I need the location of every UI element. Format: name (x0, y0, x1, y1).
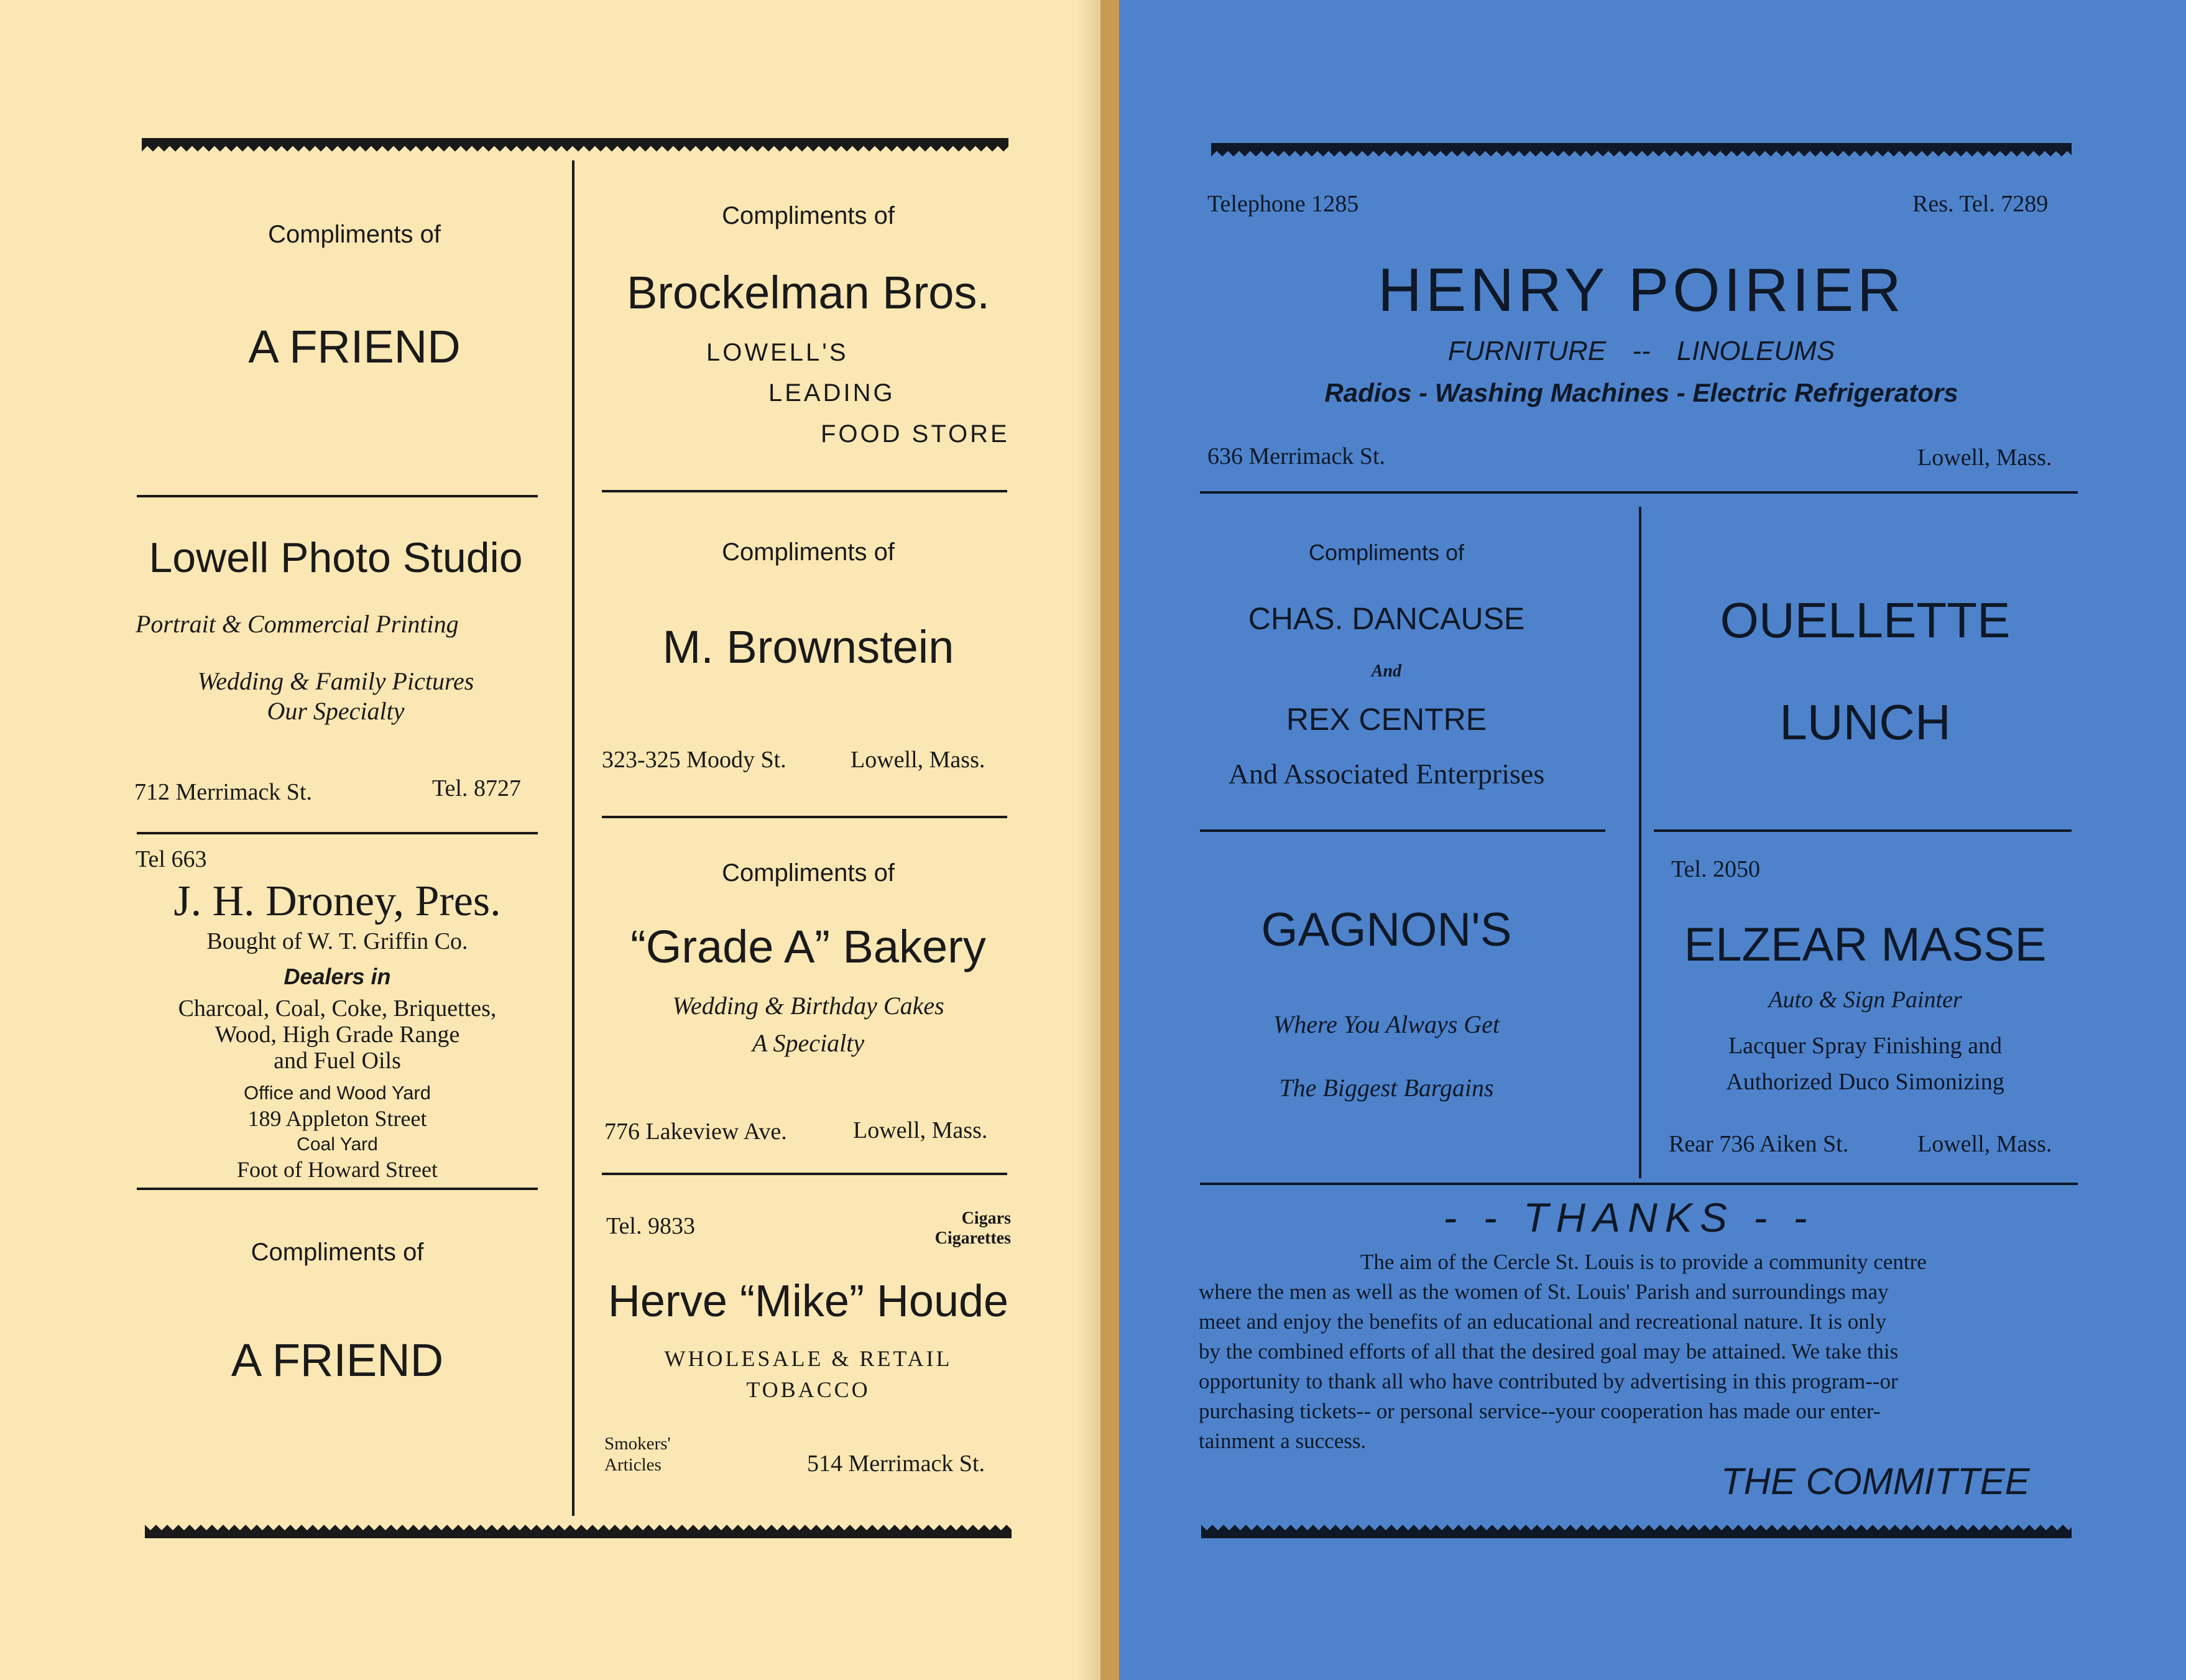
ad-name: HENRY POIRIER (1378, 256, 1905, 324)
compliments-text: Compliments of (268, 221, 441, 248)
office-label: Office and Wood Yard (243, 1082, 431, 1104)
address: 712 Merrimack St. (134, 779, 313, 805)
divider (1200, 829, 1605, 832)
coal-yard-address: Foot of Howard Street (237, 1157, 438, 1182)
divider (137, 495, 538, 497)
goods-line-3: and Fuel Oils (274, 1048, 401, 1074)
slogan-line-2: The Biggest Bargains (1279, 1074, 1494, 1102)
ad-name-2: REX CENTRE (1286, 702, 1487, 737)
top-zigzag-border (142, 138, 1008, 154)
goods-line-1: Charcoal, Coal, Coke, Briquettes, (178, 995, 497, 1022)
cigars-label: Cigars (961, 1209, 1011, 1228)
bought-line: Bought of W. T. Griffin Co. (206, 928, 468, 954)
bottom-zigzag-border (1201, 1522, 2072, 1538)
slogan-line-1: Where You Always Get (1273, 1010, 1500, 1038)
articles-label: Articles (604, 1455, 662, 1475)
cigarettes-label: Cigarettes (934, 1229, 1011, 1248)
trade-line-1: WHOLESALE & RETAIL (664, 1346, 952, 1371)
ad-name: “Grade A” Bakery (630, 921, 986, 972)
compliments-text: Compliments of (722, 859, 895, 887)
divider (602, 490, 1007, 492)
compliments-text: Compliments of (722, 202, 895, 229)
compliments-text: Compliments of (251, 1239, 424, 1266)
tagline-line-2: LEADING (768, 379, 895, 407)
trade-line: Auto & Sign Painter (1768, 987, 1962, 1013)
address: 323-325 Moody St. (602, 747, 786, 773)
address: 514 Merrimack St. (807, 1451, 985, 1477)
signature: THE COMMITTEE (1721, 1461, 2030, 1502)
goods-line-2: Wood, High Grade Range (214, 1022, 460, 1048)
thanks-line-2: where the men as well as the women of St. Louis' Parish and surroundings may (1199, 1280, 1889, 1304)
city: Lowell, Mass. (1917, 1131, 2052, 1157)
address: 636 Merrimack St. (1207, 443, 1386, 469)
trade-line-2: TOBACCO (746, 1377, 870, 1402)
telephone: Tel 663 (136, 846, 207, 872)
book-gutter (1100, 0, 1119, 1680)
service-line-2: Authorized Duco Simonizing (1726, 1069, 2004, 1095)
divider (137, 1188, 538, 1190)
city: Lowell, Mass. (851, 747, 985, 773)
divider (1654, 829, 2072, 832)
ad-name: J. H. Droney, Pres. (173, 877, 501, 925)
ad-name: Brockelman Bros. (627, 267, 990, 318)
city: Lowell, Mass. (853, 1117, 988, 1143)
thanks-line-6: purchasing tickets-- or personal service--your cooperation has made our enter- (1199, 1399, 1881, 1423)
ad-name: ELZEAR MASSE (1684, 918, 2047, 971)
specialty-line-1: Wedding & Family Pictures (197, 667, 474, 695)
top-zigzag-border (1211, 143, 2072, 159)
telephone: Tel. 9833 (606, 1213, 695, 1239)
service-line-1: Lacquer Spray Finishing and (1728, 1033, 2003, 1059)
ad-name: Herve “Mike” Houde (607, 1276, 1009, 1326)
services-line: Portrait & Commercial Printing (136, 610, 459, 638)
center-divider (572, 160, 574, 1516)
divider (137, 832, 538, 834)
specialty-line-2: Our Specialty (267, 697, 405, 725)
ad-name: A FRIEND (231, 1334, 444, 1386)
city: Lowell, Mass. (1917, 445, 2052, 471)
telephone: Tel. 2050 (1671, 856, 1760, 882)
products-line-2: Radios - Washing Machines - Electric Refrigerators (1324, 378, 1958, 407)
thanks-line-4: by the combined efforts of all that the desired goal may be attained. We take this (1199, 1339, 1899, 1364)
divider (1200, 1183, 2078, 1185)
ad-name-line-1: OUELLETTE (1720, 593, 2011, 648)
products-line-1: FURNITURE -- LINOLEUMS (1447, 336, 1835, 366)
ad-name: GAGNON'S (1261, 903, 1512, 956)
compliments-text: Compliments of (1308, 540, 1465, 565)
ad-name: A FRIEND (248, 321, 461, 372)
ad-name: Lowell Photo Studio (149, 534, 523, 581)
coal-yard-label: Coal Yard (297, 1134, 378, 1155)
thanks-title: - - THANKS - - (1443, 1194, 1815, 1240)
office-address: 189 Appleton Street (247, 1106, 427, 1131)
thanks-line-3: meet and enjoy the benefits of an educational and recreational nature. It is only (1199, 1309, 1886, 1334)
ad-name: M. Brownstein (662, 621, 954, 673)
compliments-text: Compliments of (722, 538, 895, 566)
residence-telephone: Res. Tel. 7289 (1912, 191, 2049, 217)
smokers-label: Smokers' (604, 1434, 671, 1454)
divider (1200, 491, 2078, 494)
and-text: And (1371, 662, 1402, 681)
telephone: Tel. 8727 (432, 775, 521, 801)
tagline-line-1: LOWELL'S (706, 339, 849, 366)
dealers-label: Dealers in (284, 964, 391, 989)
divider (602, 1173, 1007, 1175)
telephone: Telephone 1285 (1207, 191, 1359, 217)
specialty-line-2: A Specialty (752, 1029, 865, 1057)
right-page (1119, 0, 2186, 1680)
thanks-line-1: The aim of the Cercle St. Louis is to provide a community centre (1360, 1250, 1927, 1274)
ad-name-line-2: LUNCH (1779, 695, 1951, 750)
ad-name-1: CHAS. DANCAUSE (1248, 601, 1525, 636)
address: Rear 736 Aiken St. (1669, 1131, 1849, 1157)
specialty-line-1: Wedding & Birthday Cakes (672, 992, 944, 1020)
bottom-zigzag-border (145, 1522, 1012, 1538)
divider (602, 816, 1007, 818)
tagline-line-3: FOOD STORE (821, 420, 1010, 448)
associated-line: And Associated Enterprises (1228, 758, 1545, 790)
address: 776 Lakeview Ave. (604, 1119, 787, 1145)
thanks-line-5: opportunity to thank all who have contributed by advertising in this program--or (1199, 1369, 1898, 1393)
thanks-line-7: tainment a success. (1199, 1429, 1367, 1453)
